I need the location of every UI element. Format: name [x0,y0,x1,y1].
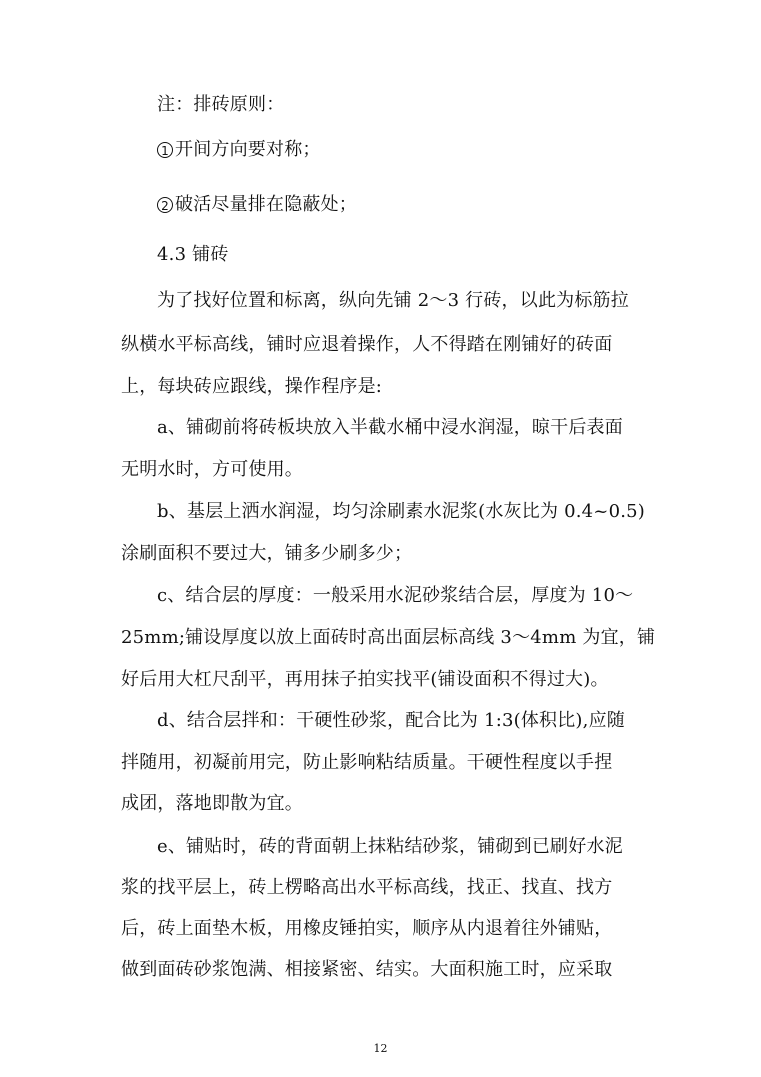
intro-line-2: 纵横水平标高线，铺时应退着操作，人不得踏在刚铺好的砖面 [121,334,613,355]
item-e-line-4: 做到面砖砂浆饱满、相接紧密、结实。大面积施工时，应采取 [121,959,613,980]
item-e-line-3: 后，砖上面垫木板，用橡皮锤拍实，顺序从内退着往外铺贴， [121,918,613,939]
note-point-2 [157,193,639,217]
note-point-2-text: 破活尽量排在隐蔽处； [175,194,357,215]
note-point-1 [157,138,639,162]
page-number: 12 [373,1042,388,1055]
section-heading: 4.3 铺砖 [157,244,229,265]
note-title: 注：排砖原则： [157,94,285,115]
item-c-line-2: 25mm;铺设厚度以放上面砖时高出面层标高线 3～4mm 为宜，铺 [121,627,656,648]
item-a-line-1: a、铺砌前将砖板块放入半截水桶中浸水润湿，晾干后表面 [157,417,623,438]
item-e-line-2: 浆的找平层上，砖上楞略高出水平标高线，找正、找直、找方 [121,877,613,898]
item-c-line-3: 好后用大杠尺刮平，再用抹子拍实找平(铺设面积不得过大)。 [121,669,609,690]
item-c-line-1: c、结合层的厚度：一般采用水泥砂浆结合层，厚度为 10～ [157,585,634,606]
item-d-line-1: d、结合层拌和：干硬性砂浆，配合比为 1:3(体积比),应随 [157,710,625,731]
circled-number-2-icon: 2 [157,197,173,213]
item-d-line-3: 成团，落地即散为宜。 [121,793,303,814]
item-a-line-2: 无明水时，方可使用。 [121,459,303,480]
intro-line-1: 为了找好位置和标离，纵向先铺 2～3 行砖，以此为标筋拉 [157,290,629,311]
item-b-line-1: b、基层上洒水润湿，均匀涂刷素水泥浆(水灰比为 0.4~0.5) [157,501,646,522]
item-b-line-2: 涂刷面积不要过大，铺多少刷多少； [121,543,413,564]
circled-number-1-icon: 1 [157,142,173,158]
note-point-1-text: 开间方向要对称； [175,139,321,160]
intro-line-3: 上，每块砖应跟线，操作程序是: [121,376,383,397]
item-d-line-2: 拌随用，初凝前用完，防止影响粘结质量。干硬性程度以手捏 [121,752,613,773]
item-e-line-1: e、铺贴时，砖的背面朝上抹粘结砂浆，铺砌到已刷好水泥 [157,836,623,857]
